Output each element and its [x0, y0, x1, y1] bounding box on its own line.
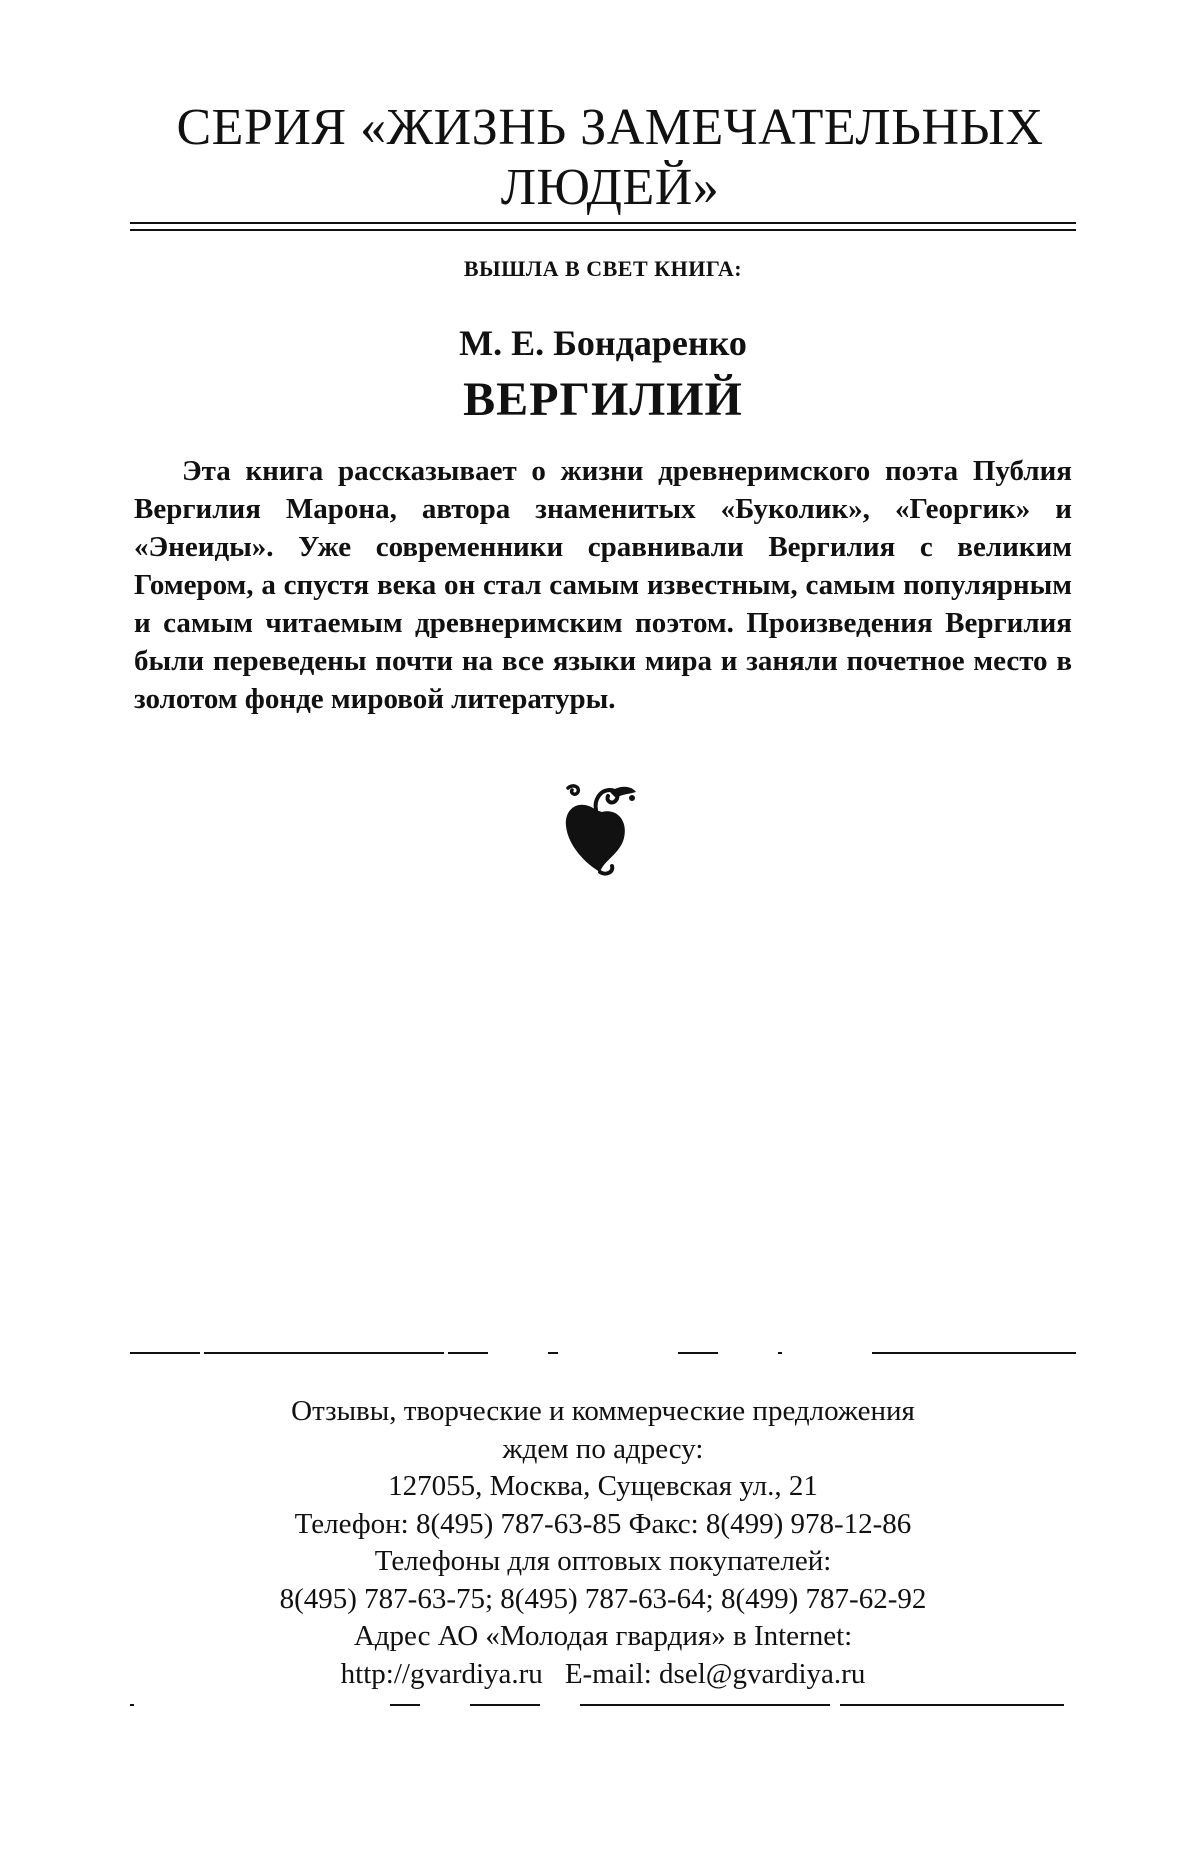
series-title: [130, 98, 1090, 218]
wholesale-label: Телефоны для оптовых покупателей:: [374, 1545, 832, 1577]
book-description: Эта книга рассказывает о жизни древнеримского поэта Публия Вергилия Марона, автора знаменитых «Буколик», «Георгик» и «Энеиды». Уже современники сравнивали Вергилия с великим Гомером, а спустя века он стал самым известным, самым популярным и самым читаемым древнеримским поэтом. Произведения Вергилия были переведены почти на все языки мира и заняли почетное место в золотом фонде мировой литературы.: [134, 455, 1072, 715]
contact-intro-line-1: Отзывы, творческие и коммерческие предложения: [291, 1395, 915, 1427]
book-title: ВЕРГИЛИЙ: [463, 373, 743, 426]
contact-block: [130, 1393, 1076, 1693]
double-rule-divider: [130, 222, 1076, 231]
email-link[interactable]: E-mail: dsel@gvardiya.ru: [564, 1657, 866, 1690]
internet-label: Адрес АО «Молодая гвардия» в Internet:: [353, 1620, 853, 1652]
series-title-line-1: СЕРИЯ «ЖИЗНЬ ЗАМЕЧАТЕЛЬНЫХ: [176, 99, 1044, 156]
phone-fax: Телефон: 8(495) 787-63-85 Факс: 8(499) 978-12-86: [294, 1507, 912, 1540]
book-author: М. Е. Бондаренко: [459, 323, 747, 363]
series-title-line-2: ЛЮДЕЙ»: [500, 159, 720, 216]
footer-top-divider: [130, 1352, 1076, 1354]
footer-bottom-divider: [130, 1704, 1076, 1706]
contact-intro-line-2: ждем по адресу:: [502, 1432, 704, 1465]
wholesale-phones: 8(495) 787-63-75; 8(495) 787-63-64; 8(499) 787-62-92: [279, 1582, 927, 1615]
announcement-heading: ВЫШЛА В СВЕТ КНИГА:: [463, 256, 743, 281]
fleuron-icon: [560, 780, 642, 876]
website-link[interactable]: http://gvardiya.ru: [340, 1657, 543, 1690]
postal-address: 127055, Москва, Сущевская ул., 21: [388, 1470, 818, 1502]
web-contacts: [130, 1656, 1076, 1694]
